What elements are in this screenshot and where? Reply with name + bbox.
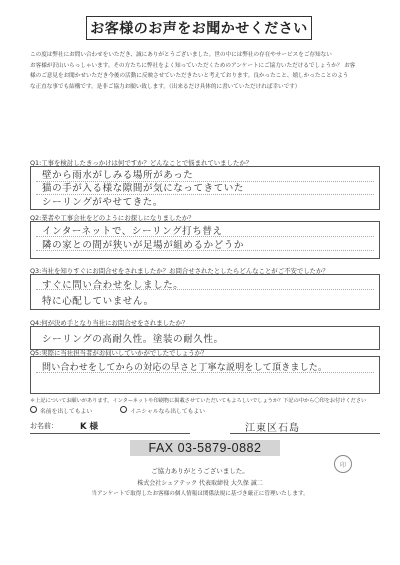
intro-line: 様のご意見をお聞かせいただき今後の活動に反映させていただきたいと考えております。良かったこと、嬉しかったことのよう [30, 73, 349, 79]
name-row [30, 419, 380, 435]
question-1-answer-line: シーリングがやせてきた。 [42, 197, 164, 208]
footer-company: 株式会社シェアテック 代表取締役 大久保 誠二 [137, 480, 263, 487]
question-3-answer-line: すぐに問い合わせをしました。 [42, 280, 184, 291]
question-3-answer-line: 特に心配していません。 [42, 296, 154, 307]
question-3-label: Q3:当社を知りすぐにお問合せをされましたか？お問合せされたとしたらどんなことがご不安でしたか？ [30, 267, 329, 275]
intro-line: な正直な事でも結構です。是非ご協力お願い致します。（出来るだけ具体的に書いていただければ幸いです） [30, 83, 301, 90]
intro-text [30, 50, 380, 92]
intro-line: この度は弊社にお問い合わせをいただき、誠にありがとうございました。世の中には弊社の存在やサービスをご存知ない [30, 52, 332, 58]
question-1-label: Q1:工事を検討したきっかけは何ですか？どんなことで悩まれていましたか？ [30, 159, 253, 167]
footer-thanks: ご協力ありがとうございました。 [151, 467, 249, 475]
fax-number: FAX 03-5879-0882 [130, 440, 280, 456]
consent-text: ＊上記についてお願いがあります。インターネットや印刷物に掲載させていただいてもよろしいでしょうか？下記の中から〇印をお付けください [30, 398, 367, 404]
intro-line: お客様が沢山いらっしゃいます。その方たちに弊社をよく知っていただくためのアンケートにご協力いただけるでしょうか？ お客 [30, 62, 356, 69]
stamp-glyph: 印 [339, 461, 346, 469]
footer-privacy: 当アンケートで取得したお客様の個人情報は関係法規に基づき厳正に管理いたします。 [91, 491, 309, 497]
question-2-answer-line: インターネットで、シーリング打ち替え [42, 226, 223, 237]
question-1-answer-line: 壁から雨水がしみる場所があった [42, 170, 194, 181]
page-title: お客様のお声をお聞かせください [86, 16, 312, 40]
location-underline [230, 433, 380, 434]
question-5-label: Q5:実際に当社担当者がお伺いしていかがでしたでしょうか？ [30, 349, 208, 357]
handwritten-location: 江東区石島 [245, 423, 300, 434]
option-initial-label: イニシャルなら出してもよい [130, 409, 206, 415]
name-underline [30, 433, 190, 434]
option-name-label: 名前を出してもよい [40, 409, 93, 415]
question-5-answer-line: 問い合わせをしてからの対応の早さと丁寧な説明をして頂きました。 [42, 363, 328, 373]
question-4-label: Q4:何が決め手となり当社にお問合せをされましたか？ [30, 319, 189, 327]
question-4-answer-line: シーリングの高耐久性。塗装の耐久性。 [42, 334, 224, 345]
name-label: お名前： [30, 422, 58, 430]
question-2-label: Q2:業者や工事会社をどのようにお探しになりましたか？ [30, 214, 195, 222]
option-initial-radio[interactable] [120, 406, 127, 413]
question-1-answer-line: 猫の手が入る様な隙間が気になってきていた [42, 183, 245, 194]
name-value[interactable]: K 様 [80, 422, 99, 432]
question-2-answer-line: 隣の家との間が狭いが足場が組めるかどうか [42, 240, 245, 251]
option-name-radio[interactable] [30, 406, 37, 413]
